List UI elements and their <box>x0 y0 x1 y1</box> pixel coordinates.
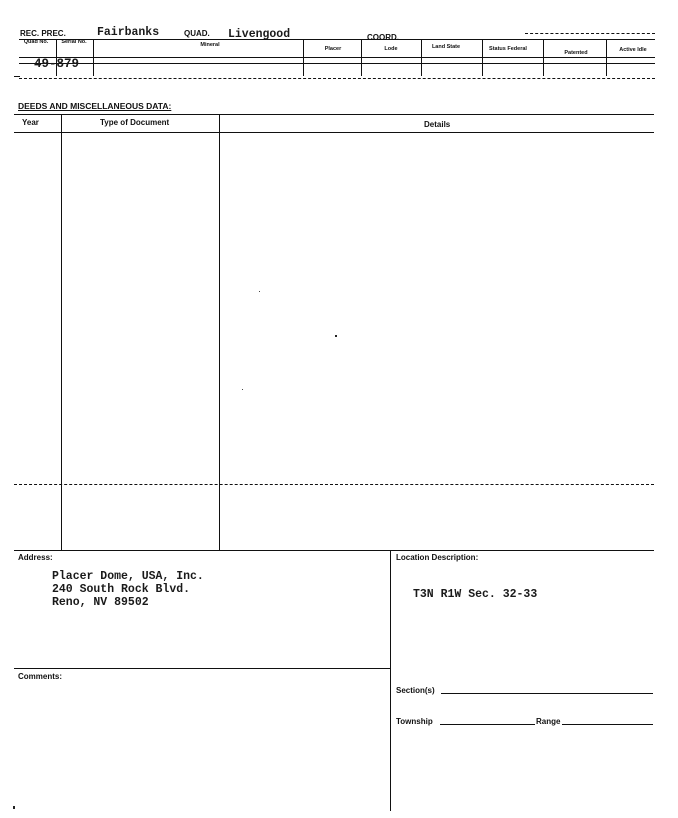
col-land-state: Land State <box>431 44 461 50</box>
deeds-dashed-separator <box>14 484 654 485</box>
sections-fill-line <box>441 693 653 694</box>
address-label: Address: <box>18 553 53 562</box>
township-label: Township <box>396 717 433 726</box>
scan-speck <box>335 335 337 337</box>
hdr-div-3 <box>303 40 304 76</box>
comments-label: Comments: <box>18 672 63 681</box>
header-col-rule-2 <box>19 63 655 64</box>
header-bottom-dash <box>19 78 655 79</box>
col-active-idle: Active Idle <box>619 47 647 53</box>
scan-speck <box>242 389 243 390</box>
bottom-center-divider <box>390 550 391 811</box>
col-status-federal: Status Federal <box>489 46 527 52</box>
hdr-div-6 <box>482 40 483 76</box>
rec-prec-label: REC. PREC. <box>20 29 66 38</box>
header-col-rule <box>19 57 655 58</box>
bottom-section-top-rule <box>14 550 654 551</box>
coord-label: COORD. <box>367 33 399 42</box>
scan-speck <box>259 291 260 292</box>
hdr-div-7 <box>543 40 544 76</box>
deeds-div-year <box>61 114 62 551</box>
col-patented: Patented <box>564 50 588 56</box>
location-description-value: T3N R1W Sec. 32-33 <box>413 588 538 601</box>
range-fill-line <box>562 724 653 725</box>
rec-prec-value: Fairbanks <box>97 26 160 39</box>
hdr-div-2 <box>93 40 94 76</box>
range-label: Range <box>536 717 561 726</box>
hdr-div-5 <box>421 40 422 76</box>
deeds-top-rule <box>14 114 654 115</box>
hdr-div-8 <box>606 40 607 76</box>
col-placer: Placer <box>324 46 342 52</box>
address-line-2: 240 South Rock Blvd. <box>52 583 191 596</box>
sections-label: Section(s) <box>396 686 435 695</box>
quad-value: Livengood <box>228 28 291 41</box>
quad-label: QUAD. <box>184 29 210 38</box>
deeds-div-type <box>219 114 220 551</box>
col-details: Details <box>424 120 451 129</box>
location-description-label: Location Description: <box>396 553 479 562</box>
quad-serial-value: 49-879 <box>34 57 80 71</box>
header-top-rule <box>19 39 655 40</box>
col-year: Year <box>22 118 39 127</box>
deeds-header-rule <box>14 132 654 133</box>
deeds-section-title: DEEDS AND MISCELLANEOUS DATA: <box>18 101 172 111</box>
header-dash-left-tick <box>14 76 20 77</box>
township-fill-line <box>440 724 535 725</box>
scan-speck <box>13 806 15 809</box>
comments-top-rule <box>14 668 391 669</box>
header-top-dash <box>525 33 655 34</box>
hdr-div-4 <box>361 40 362 76</box>
col-quad-no: Quad No. <box>23 39 49 45</box>
col-type-of-document: Type of Document <box>100 118 170 127</box>
col-serial-no: Serial No. <box>61 39 87 45</box>
col-mineral: Mineral <box>200 42 220 48</box>
address-line-3: Reno, NV 89502 <box>52 596 149 609</box>
col-lode: Lode <box>384 46 398 52</box>
address-line-1: Placer Dome, USA, Inc. <box>52 570 204 583</box>
